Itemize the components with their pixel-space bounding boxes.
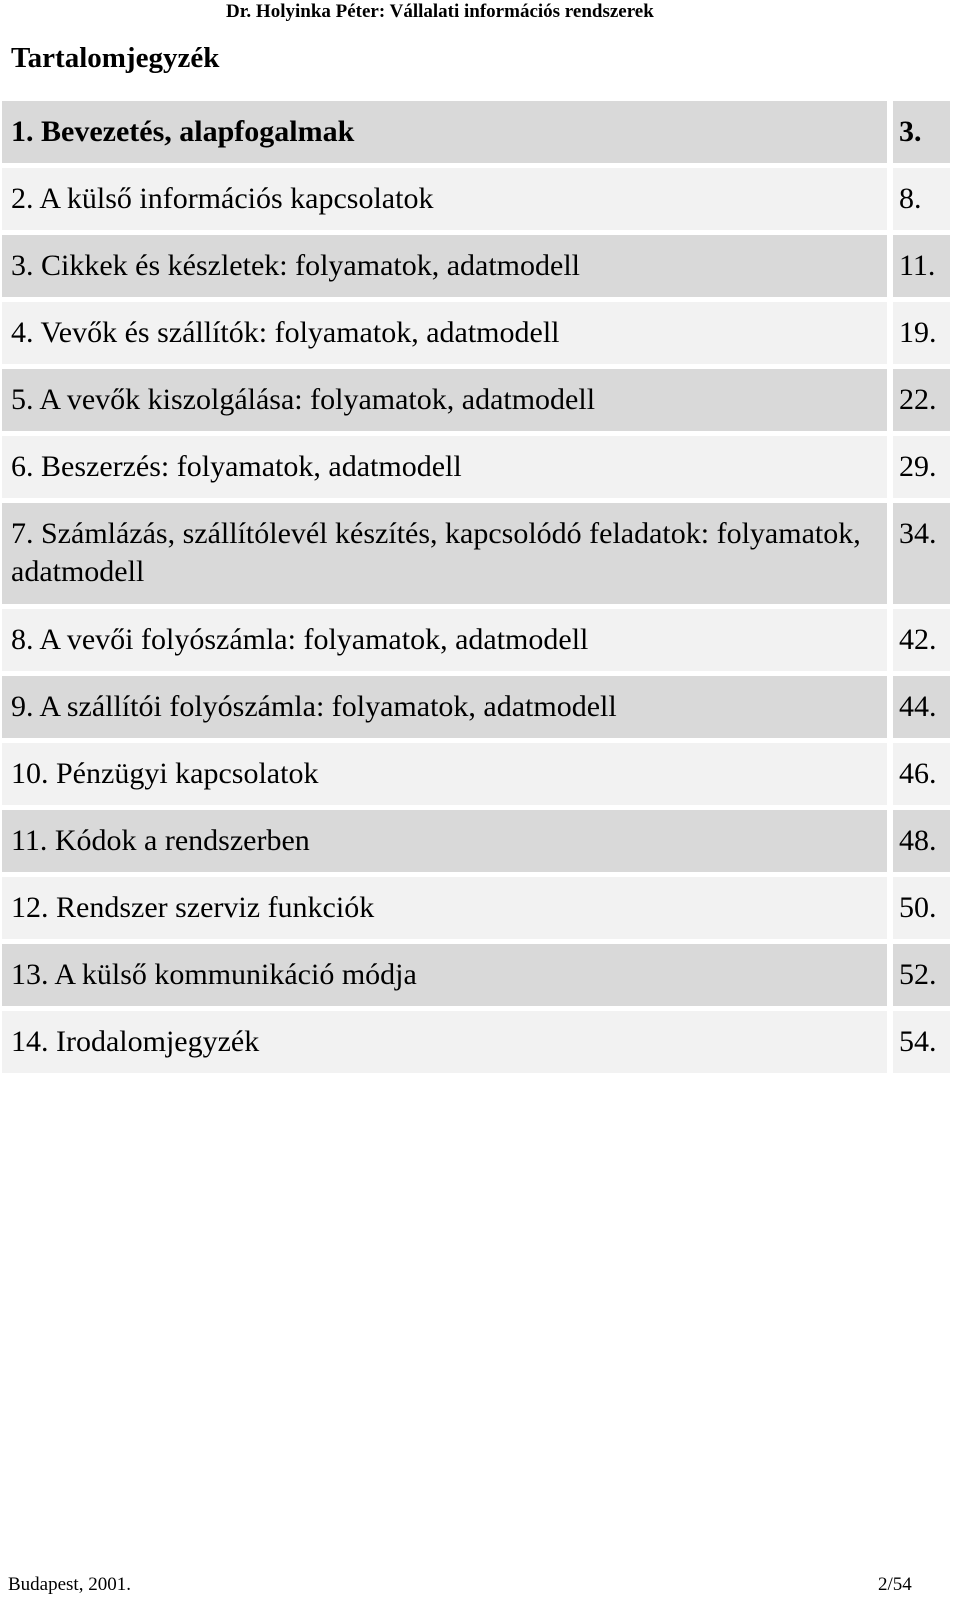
toc-entry[interactable] <box>2 877 960 939</box>
toc-entry-label: 12. Rendszer szerviz funkciók <box>2 877 887 939</box>
toc-entry-page: 19. <box>893 302 950 364</box>
toc-entry[interactable] <box>2 503 960 604</box>
toc-entry-label: 14. Irodalomjegyzék <box>2 1011 887 1073</box>
toc-entry[interactable] <box>2 609 960 671</box>
toc-entry-page: 22. <box>893 369 950 431</box>
toc-entry-page: 29. <box>893 436 950 498</box>
toc-entry-page: 34. <box>893 503 950 604</box>
toc-entry[interactable] <box>2 101 960 163</box>
toc-entry-page: 11. <box>893 235 950 297</box>
toc-entry[interactable] <box>2 168 960 230</box>
toc-entry[interactable] <box>2 810 960 872</box>
toc-entry-label: 8. A vevői folyószámla: folyamatok, adatmodell <box>2 609 887 671</box>
toc-entry-label: 7. Számlázás, szállítólevél készítés, kapcsolódó feladatok: folyamatok, adatmodell <box>2 503 887 604</box>
toc-entry-label: 2. A külső információs kapcsolatok <box>2 168 887 230</box>
toc-entry[interactable] <box>2 676 960 738</box>
toc-entry-page: 52. <box>893 944 950 1006</box>
toc-entry[interactable] <box>2 235 960 297</box>
toc-entry-label: 13. A külső kommunikáció módja <box>2 944 887 1006</box>
toc-entry-page: 48. <box>893 810 950 872</box>
toc-entry-label: 4. Vevők és szállítók: folyamatok, adatmodell <box>2 302 887 364</box>
toc-entry[interactable] <box>2 436 960 498</box>
toc-title: Tartalomjegyzék <box>11 42 220 74</box>
toc-entry-page: 50. <box>893 877 950 939</box>
toc-entry-page: 46. <box>893 743 950 805</box>
toc-entry-label: 1. Bevezetés, alapfogalmak <box>2 101 887 163</box>
toc-entry-page: 8. <box>893 168 950 230</box>
toc-entry[interactable] <box>2 1011 960 1073</box>
toc-entry-label: 9. A szállítói folyószámla: folyamatok, adatmodell <box>2 676 887 738</box>
toc-entry-label: 5. A vevők kiszolgálása: folyamatok, adatmodell <box>2 369 887 431</box>
table-of-contents <box>2 101 960 1078</box>
toc-entry-page: 44. <box>893 676 950 738</box>
toc-entry[interactable] <box>2 302 960 364</box>
footer-place-date: Budapest, 2001. <box>8 1574 131 1595</box>
toc-entry-label: 10. Pénzügyi kapcsolatok <box>2 743 887 805</box>
toc-entry-page: 3. <box>893 101 950 163</box>
toc-entry[interactable] <box>2 743 960 805</box>
running-header: Dr. Holyinka Péter: Vállalati információs rendszerek <box>226 1 654 22</box>
footer-page-number: 2/54 <box>878 1574 912 1595</box>
toc-entry-label: 6. Beszerzés: folyamatok, adatmodell <box>2 436 887 498</box>
toc-entry-label: 3. Cikkek és készletek: folyamatok, adatmodell <box>2 235 887 297</box>
toc-entry-page: 42. <box>893 609 950 671</box>
toc-entry-page: 54. <box>893 1011 950 1073</box>
toc-entry[interactable] <box>2 944 960 1006</box>
toc-entry[interactable] <box>2 369 960 431</box>
toc-entry-label: 11. Kódok a rendszerben <box>2 810 887 872</box>
